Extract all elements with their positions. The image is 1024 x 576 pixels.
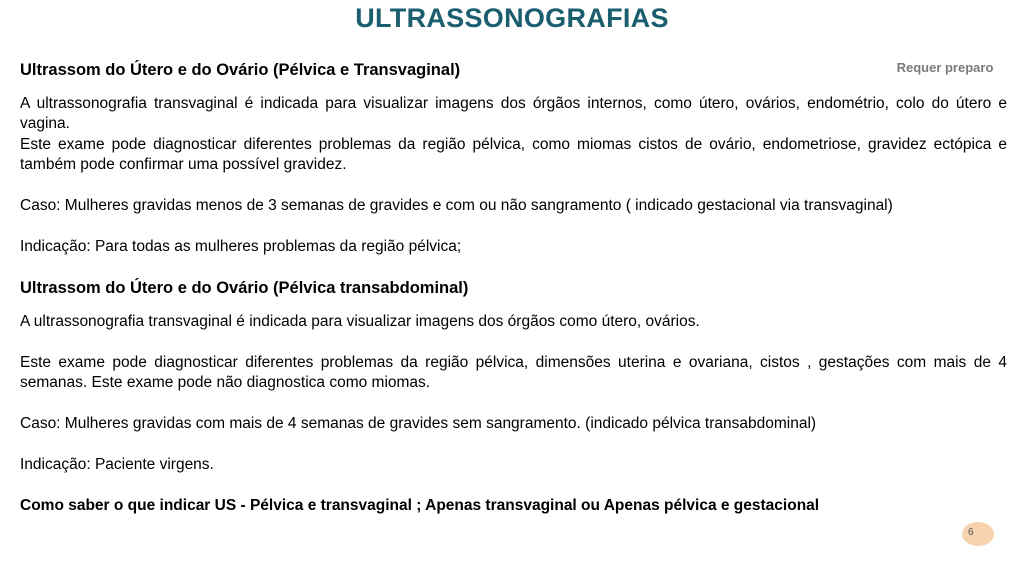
section2-indicacao: Indicação: Paciente virgens. <box>20 456 214 473</box>
document-body <box>20 60 1007 517</box>
section2-paragraph1: A ultrassonografia transvaginal é indicada para visualizar imagens dos órgãos como útero, ovários. <box>20 312 700 330</box>
page-number-circle <box>962 522 994 546</box>
section1-paragraph1: A ultrassonografia transvaginal é indicada para visualizar imagens dos órgãos internos, como útero, ovários, endométrio, colo do útero e vagina. <box>20 94 1007 132</box>
section2-caso: Caso: Mulheres gravidas com mais de 4 semanas de gravides sem sangramento. (indicado pélvica transabdominal) <box>20 415 817 432</box>
section1-indicacao: Indicação: Para todas as mulheres problemas da região pélvica; <box>20 238 462 255</box>
section1-caso: Caso: Mulheres gravidas menos de 3 semanas de gravides e com ou não sangramento ( indicado gestacional via transvaginal) <box>20 197 893 214</box>
page-number: 6 <box>968 527 974 538</box>
section2-heading: Ultrassom do Útero e do Ovário (Pélvica transabdominal) <box>20 279 469 297</box>
requires-prep-badge: Requer preparo <box>896 60 994 75</box>
indication-question: Como saber o que indicar US - Pélvica e transvaginal ; Apenas transvaginal ou Apenas pélvica e gestacional <box>20 497 820 514</box>
section2-paragraph2: Este exame pode diagnosticar diferentes problemas da região pélvica, dimensões uterina e ovariana, cistos , gestações com mais de 4 semanas. Este exame pode não diagnostica como miomas. <box>20 353 1007 391</box>
section1-paragraph2: Este exame pode diagnosticar diferentes problemas da região pélvica, como miomas cistos de ovário, endometriose, gravidez ectópica e também pode confirmar uma possível gravidez. <box>20 135 1007 173</box>
page-title: ULTRASSONOGRAFIAS <box>355 3 669 33</box>
section1-heading: Ultrassom do Útero e do Ovário (Pélvica e Transvaginal) <box>20 61 461 79</box>
